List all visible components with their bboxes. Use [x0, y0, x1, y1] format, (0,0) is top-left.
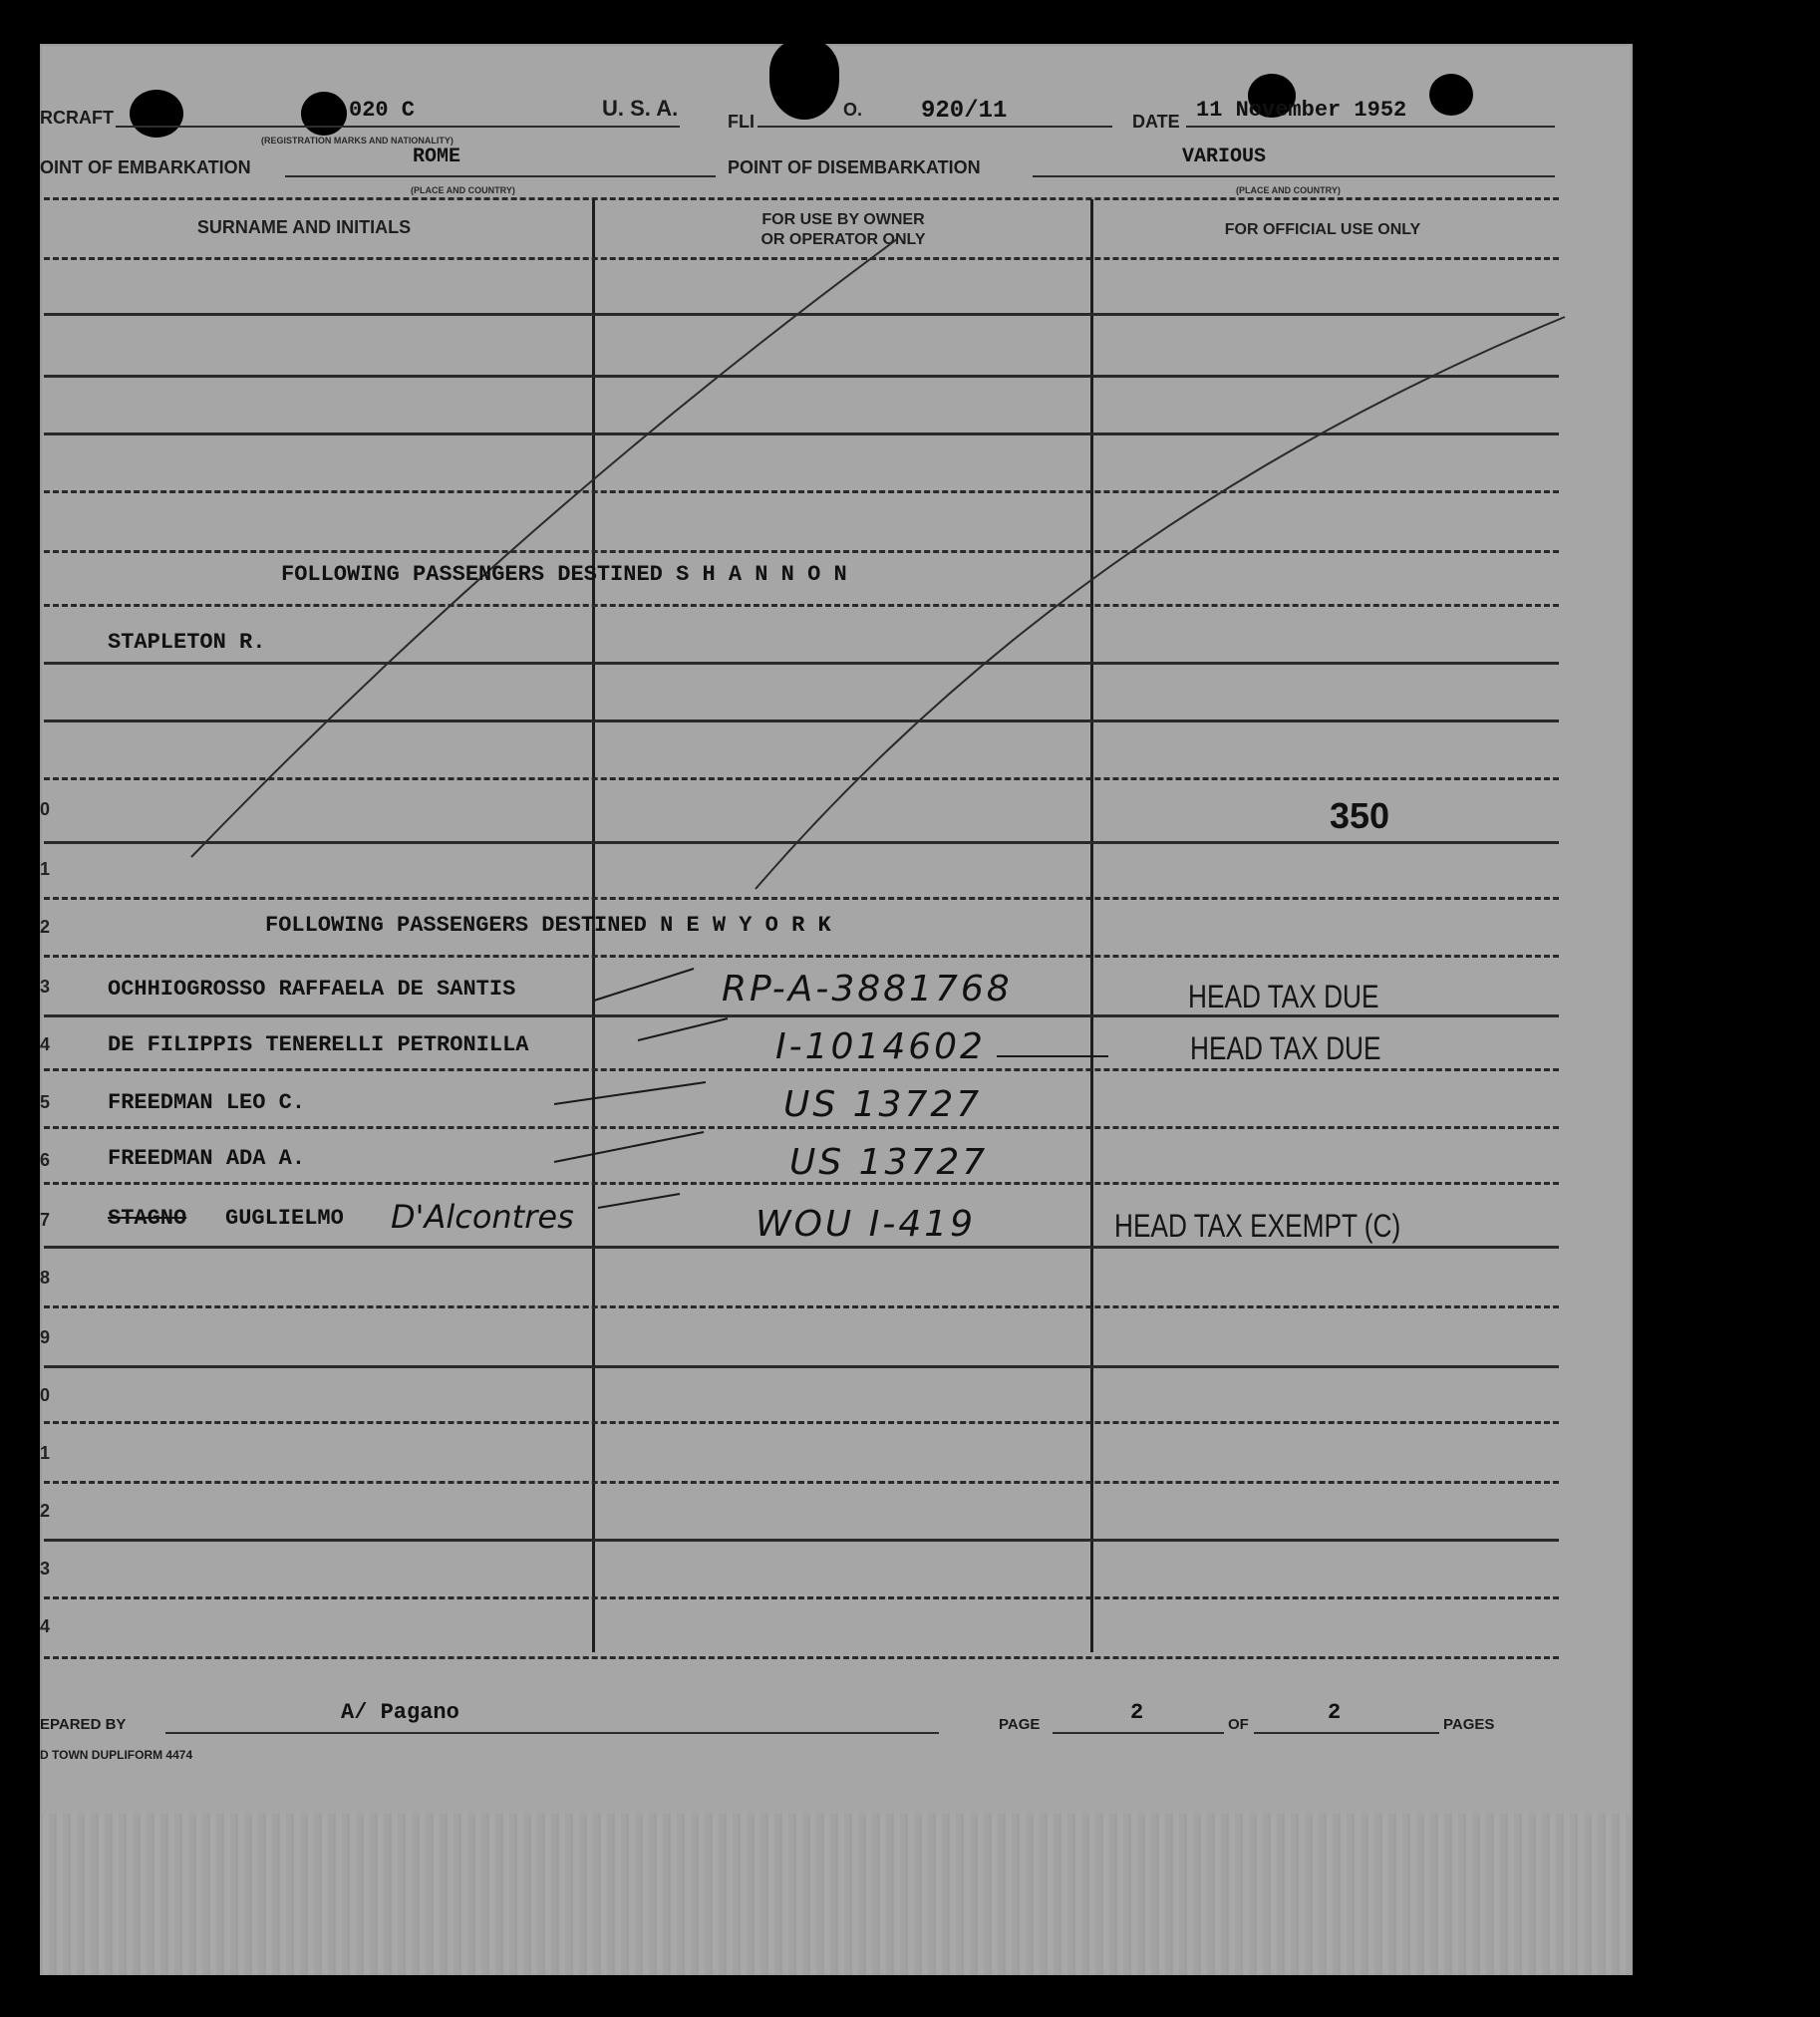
embarkation-value: ROME — [413, 145, 461, 168]
row-number: 5 — [40, 1092, 51, 1112]
row-number: 7 — [40, 1210, 51, 1230]
passport-number: US 13727 — [783, 1084, 983, 1125]
embarkation-label: OINT OF EMBARKATION — [40, 157, 251, 177]
row-number: 1 — [40, 1443, 51, 1463]
disembarkation-label: POINT OF DISEMBARKATION — [728, 157, 981, 177]
passenger-name: OCHHIOGROSSO RAFFAELA DE SANTIS — [108, 977, 516, 1002]
official-column-header: FOR OFFICIAL USE ONLY — [1224, 221, 1421, 238]
aircraft-value: 020 C — [349, 98, 416, 123]
flight-label: FLI — [728, 112, 755, 132]
link-stroke — [638, 1018, 728, 1040]
surname-column-header: SURNAME AND INITIALS — [196, 217, 412, 237]
date-value: 11 November 1952 — [1196, 98, 1407, 123]
passport-number: I-1014602 — [775, 1026, 986, 1067]
row-number: 0 — [40, 799, 51, 819]
passenger-name-prefix-struck: STAGNO — [108, 1206, 187, 1231]
of-label: OF — [1228, 1716, 1249, 1733]
passenger-name: DE FILIPPIS TENERELLI PETRONILLA — [108, 1032, 529, 1057]
row-number: 1 — [40, 859, 51, 879]
prepared-by-underline — [165, 1732, 939, 1734]
passenger-name: FREEDMAN LEO C. — [108, 1090, 306, 1115]
row-number: 4 — [40, 1616, 51, 1636]
disembarkation-caption: (PLACE AND COUNTRY) — [1236, 185, 1341, 195]
passport-number: RP-A-3881768 — [722, 969, 1013, 1009]
page-label: PAGE — [999, 1716, 1041, 1733]
owner-column-header-line2: OR OPERATOR ONLY — [760, 231, 926, 248]
passport-number: US 13727 — [789, 1142, 989, 1183]
official-stamp: HEAD TAX DUE — [1188, 979, 1379, 1014]
void-stroke-left — [191, 239, 897, 857]
void-stroke-right — [756, 317, 1565, 889]
newyork-section-heading: FOLLOWING PASSENGERS DESTINED N E W Y O R K — [265, 913, 831, 938]
passport-number: WOU I-419 — [756, 1204, 977, 1245]
row-number: 4 — [40, 1034, 51, 1054]
official-stamp: HEAD TAX DUE — [1190, 1030, 1381, 1066]
row-number: 0 — [40, 1385, 51, 1405]
prepared-by-value: A/ Pagano — [341, 1700, 459, 1725]
shannon-section-heading: FOLLOWING PASSENGERS DESTINED S H A N N O N — [281, 562, 847, 587]
prepared-by-label: EPARED BY — [40, 1716, 127, 1733]
official-number: 350 — [1330, 795, 1390, 836]
link-stroke — [598, 1194, 680, 1208]
date-label: DATE — [1132, 112, 1180, 132]
passenger-name: FREEDMAN ADA A. — [108, 1146, 306, 1171]
row-number: 9 — [40, 1327, 51, 1347]
pages-label: PAGES — [1443, 1716, 1495, 1733]
scan-noise — [40, 1814, 1633, 1975]
page-underline — [1053, 1732, 1224, 1734]
link-stroke — [554, 1082, 706, 1104]
flight-label-end: O. — [843, 100, 863, 120]
form-id: D TOWN DUPLIFORM 4474 — [40, 1748, 193, 1762]
official-stamp: HEAD TAX EXEMPT (C) — [1114, 1208, 1401, 1244]
owner-column-header-line1: FOR USE BY OWNER — [761, 211, 925, 228]
disembarkation-value: VARIOUS — [1182, 145, 1267, 168]
embarkation-caption: (PLACE AND COUNTRY) — [411, 185, 515, 195]
row-number: 3 — [40, 977, 51, 997]
row-number: 2 — [40, 917, 51, 937]
nationality: U. S. A. — [602, 96, 679, 121]
registration-caption: (REGISTRATION MARKS AND NATIONALITY) — [261, 136, 454, 145]
page-value: 2 — [1130, 1700, 1144, 1725]
row-number: 2 — [40, 1501, 51, 1521]
row-number: 3 — [40, 1559, 51, 1579]
row-number: 8 — [40, 1268, 51, 1288]
flight-value: 920/11 — [921, 98, 1008, 125]
link-stroke — [554, 1132, 704, 1162]
aircraft-label: RCRAFT — [40, 108, 114, 128]
of-underline — [1254, 1732, 1439, 1734]
link-stroke — [594, 969, 694, 1001]
passenger-name: GUGLIELMO — [225, 1206, 344, 1231]
of-value: 2 — [1328, 1700, 1342, 1725]
passenger-name-note: D'Alcontres — [391, 1198, 574, 1236]
passenger-name: STAPLETON R. — [108, 630, 266, 655]
row-number: 6 — [40, 1150, 51, 1170]
